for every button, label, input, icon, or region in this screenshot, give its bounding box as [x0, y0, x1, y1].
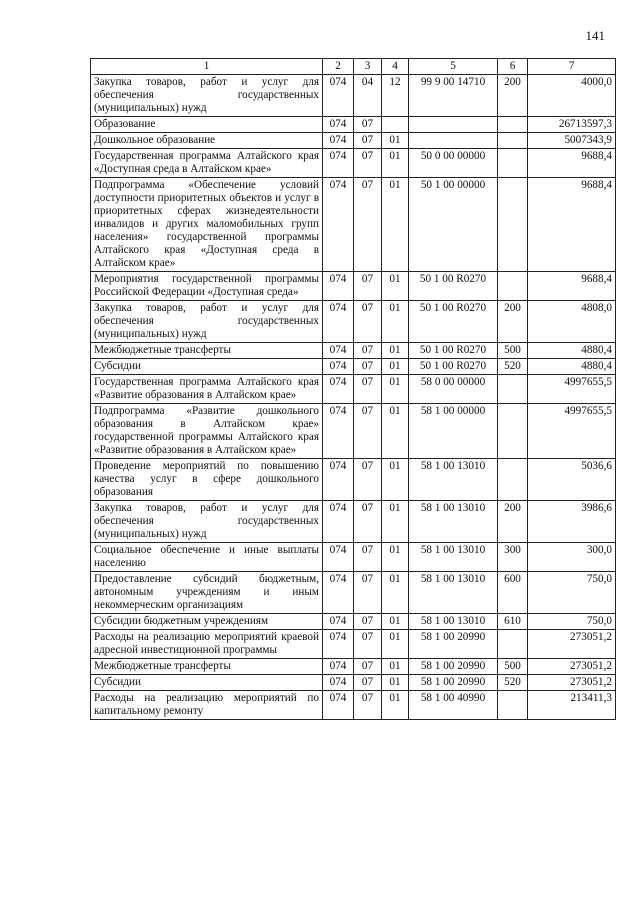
subsection-code-cell: 01 — [382, 614, 409, 630]
amount-cell: 4000,0 — [528, 75, 616, 117]
target-article-cell: 99 9 00 14710 — [409, 75, 498, 117]
section-code-cell: 07 — [354, 501, 382, 543]
target-article-cell: 58 1 00 40990 — [409, 691, 498, 720]
table-row — [91, 375, 616, 404]
table-row — [91, 301, 616, 343]
subsection-code-cell: 01 — [382, 375, 409, 404]
section-code-cell: 07 — [354, 272, 382, 301]
section-code-cell: 07 — [354, 375, 382, 404]
expense-name-cell: Закупка товаров, работ и услуг для обеспечения государственных (муниципальных) нужд — [91, 301, 323, 343]
section-code-cell: 07 — [354, 178, 382, 272]
table-row — [91, 133, 616, 149]
amount-cell: 4997655,5 — [528, 375, 616, 404]
expense-type-cell: 500 — [498, 659, 528, 675]
target-article-cell: 50 1 00 00000 — [409, 178, 498, 272]
section-code-cell: 07 — [354, 459, 382, 501]
expense-name-cell: Подпрограмма «Развитие дошкольного образования в Алтайском крае» государственной программы Алтайского края «Развитие образования в Алтайском крае» — [91, 404, 323, 459]
section-code-cell: 07 — [354, 691, 382, 720]
section-code-cell: 07 — [354, 543, 382, 572]
table-row — [91, 359, 616, 375]
subsection-code-cell: 01 — [382, 404, 409, 459]
subsection-code-cell: 01 — [382, 178, 409, 272]
expense-name-cell: Межбюджетные трансферты — [91, 659, 323, 675]
ministry-code-cell: 074 — [323, 501, 354, 543]
column-number: 5 — [409, 59, 498, 75]
table-row — [91, 501, 616, 543]
ministry-code-cell: 074 — [323, 630, 354, 659]
ministry-code-cell: 074 — [323, 543, 354, 572]
table-row — [91, 149, 616, 178]
expense-type-cell — [498, 630, 528, 659]
subsection-code-cell: 01 — [382, 343, 409, 359]
amount-cell: 750,0 — [528, 614, 616, 630]
subsection-code-cell: 01 — [382, 272, 409, 301]
section-code-cell: 07 — [354, 343, 382, 359]
ministry-code-cell: 074 — [323, 359, 354, 375]
target-article-cell: 58 1 00 13010 — [409, 459, 498, 501]
expense-type-cell — [498, 133, 528, 149]
target-article-cell: 50 1 00 R0270 — [409, 301, 498, 343]
expense-name-cell: Закупка товаров, работ и услуг для обеспечения государственных (муниципальных) нужд — [91, 501, 323, 543]
target-article-cell — [409, 117, 498, 133]
expense-type-cell: 610 — [498, 614, 528, 630]
expense-name-cell: Государственная программа Алтайского края «Развитие образования в Алтайском крае» — [91, 375, 323, 404]
section-code-cell: 07 — [354, 630, 382, 659]
column-number: 3 — [354, 59, 382, 75]
table-row — [91, 572, 616, 614]
subsection-code-cell: 01 — [382, 675, 409, 691]
expense-type-cell — [498, 459, 528, 501]
expense-type-cell — [498, 149, 528, 178]
subsection-code-cell: 01 — [382, 359, 409, 375]
expense-type-cell — [498, 404, 528, 459]
expense-name-cell: Дошкольное образование — [91, 133, 323, 149]
expense-type-cell: 200 — [498, 75, 528, 117]
expense-name-cell: Расходы на реализацию мероприятий по капитальному ремонту — [91, 691, 323, 720]
section-code-cell: 07 — [354, 117, 382, 133]
amount-cell: 4880,4 — [528, 343, 616, 359]
expense-name-cell: Подпрограмма «Обеспечение условий доступности приоритетных объектов и услуг в приоритетных сферах жизнедеятельности инвалидов и других маломобильных групп населения» государственной программы Алтайского края «Доступная среда в Алтайском крае» — [91, 178, 323, 272]
column-number: 2 — [323, 59, 354, 75]
expense-name-cell: Субсидии — [91, 359, 323, 375]
subsection-code-cell: 01 — [382, 572, 409, 614]
subsection-code-cell: 12 — [382, 75, 409, 117]
table-row — [91, 272, 616, 301]
expense-type-cell — [498, 117, 528, 133]
ministry-code-cell: 074 — [323, 659, 354, 675]
expense-type-cell: 200 — [498, 501, 528, 543]
amount-cell: 4997655,5 — [528, 404, 616, 459]
table-row — [91, 630, 616, 659]
table-row — [91, 404, 616, 459]
expense-type-cell: 300 — [498, 543, 528, 572]
ministry-code-cell: 074 — [323, 675, 354, 691]
budget-table-body — [91, 59, 616, 720]
amount-cell: 213411,3 — [528, 691, 616, 720]
ministry-code-cell: 074 — [323, 133, 354, 149]
expense-type-cell: 520 — [498, 675, 528, 691]
column-number: 7 — [528, 59, 616, 75]
column-number: 6 — [498, 59, 528, 75]
target-article-cell — [409, 133, 498, 149]
ministry-code-cell: 074 — [323, 404, 354, 459]
table-row — [91, 675, 616, 691]
table-row — [91, 614, 616, 630]
expense-type-cell: 520 — [498, 359, 528, 375]
section-code-cell: 07 — [354, 659, 382, 675]
amount-cell: 26713597,3 — [528, 117, 616, 133]
expense-name-cell: Социальное обеспечение и иные выплаты населению — [91, 543, 323, 572]
target-article-cell: 50 1 00 R0270 — [409, 359, 498, 375]
amount-cell: 9688,4 — [528, 272, 616, 301]
ministry-code-cell: 074 — [323, 614, 354, 630]
subsection-code-cell: 01 — [382, 501, 409, 543]
table-row — [91, 117, 616, 133]
subsection-code-cell: 01 — [382, 133, 409, 149]
expense-type-cell — [498, 691, 528, 720]
expense-name-cell: Межбюджетные трансферты — [91, 343, 323, 359]
expense-type-cell — [498, 272, 528, 301]
subsection-code-cell: 01 — [382, 630, 409, 659]
expense-name-cell: Закупка товаров, работ и услуг для обеспечения государственных (муниципальных) нужд — [91, 75, 323, 117]
table-row — [91, 343, 616, 359]
expense-name-cell: Мероприятия государственной программы Российской Федерации «Доступная среда» — [91, 272, 323, 301]
amount-cell: 9688,4 — [528, 178, 616, 272]
ministry-code-cell: 074 — [323, 75, 354, 117]
expense-name-cell: Субсидии бюджетным учреждениям — [91, 614, 323, 630]
target-article-cell: 58 1 00 20990 — [409, 675, 498, 691]
column-number-row — [91, 59, 616, 75]
amount-cell: 750,0 — [528, 572, 616, 614]
target-article-cell: 58 0 00 00000 — [409, 375, 498, 404]
subsection-code-cell: 01 — [382, 301, 409, 343]
subsection-code-cell: 01 — [382, 149, 409, 178]
section-code-cell: 07 — [354, 614, 382, 630]
amount-cell: 5007343,9 — [528, 133, 616, 149]
target-article-cell: 50 1 00 R0270 — [409, 343, 498, 359]
amount-cell: 273051,2 — [528, 659, 616, 675]
expense-type-cell: 500 — [498, 343, 528, 359]
ministry-code-cell: 074 — [323, 149, 354, 178]
ministry-code-cell: 074 — [323, 272, 354, 301]
ministry-code-cell: 074 — [323, 117, 354, 133]
section-code-cell: 07 — [354, 133, 382, 149]
section-code-cell: 07 — [354, 359, 382, 375]
expense-type-cell: 600 — [498, 572, 528, 614]
target-article-cell: 58 1 00 13010 — [409, 614, 498, 630]
ministry-code-cell: 074 — [323, 375, 354, 404]
expense-type-cell: 200 — [498, 301, 528, 343]
target-article-cell: 58 1 00 13010 — [409, 572, 498, 614]
column-number: 4 — [382, 59, 409, 75]
section-code-cell: 07 — [354, 572, 382, 614]
subsection-code-cell — [382, 117, 409, 133]
expense-type-cell — [498, 375, 528, 404]
table-row — [91, 75, 616, 117]
target-article-cell: 58 1 00 13010 — [409, 543, 498, 572]
table-row — [91, 543, 616, 572]
section-code-cell: 07 — [354, 404, 382, 459]
amount-cell: 300,0 — [528, 543, 616, 572]
ministry-code-cell: 074 — [323, 301, 354, 343]
expense-type-cell — [498, 178, 528, 272]
amount-cell: 5036,6 — [528, 459, 616, 501]
amount-cell: 4880,4 — [528, 359, 616, 375]
subsection-code-cell: 01 — [382, 691, 409, 720]
target-article-cell: 58 1 00 20990 — [409, 630, 498, 659]
section-code-cell: 04 — [354, 75, 382, 117]
subsection-code-cell: 01 — [382, 459, 409, 501]
amount-cell: 9688,4 — [528, 149, 616, 178]
table-row — [91, 659, 616, 675]
expense-name-cell: Проведение мероприятий по повышению качества услуг в сфере дошкольного образования — [91, 459, 323, 501]
section-code-cell: 07 — [354, 301, 382, 343]
page-number: 141 — [585, 28, 605, 43]
ministry-code-cell: 074 — [323, 459, 354, 501]
target-article-cell: 58 1 00 20990 — [409, 659, 498, 675]
ministry-code-cell: 074 — [323, 572, 354, 614]
target-article-cell: 58 1 00 13010 — [409, 501, 498, 543]
amount-cell: 273051,2 — [528, 630, 616, 659]
budget-table — [90, 58, 616, 720]
ministry-code-cell: 074 — [323, 691, 354, 720]
expense-name-cell: Государственная программа Алтайского края «Доступная среда в Алтайском крае» — [91, 149, 323, 178]
expense-name-cell: Образование — [91, 117, 323, 133]
ministry-code-cell: 074 — [323, 178, 354, 272]
subsection-code-cell: 01 — [382, 543, 409, 572]
column-number: 1 — [91, 59, 323, 75]
section-code-cell: 07 — [354, 149, 382, 178]
target-article-cell: 50 0 00 00000 — [409, 149, 498, 178]
amount-cell: 4808,0 — [528, 301, 616, 343]
ministry-code-cell: 074 — [323, 343, 354, 359]
amount-cell: 273051,2 — [528, 675, 616, 691]
table-row — [91, 691, 616, 720]
section-code-cell: 07 — [354, 675, 382, 691]
expense-name-cell: Субсидии — [91, 675, 323, 691]
amount-cell: 3986,6 — [528, 501, 616, 543]
expense-name-cell: Предоставление субсидий бюджетным, автономным учреждениям и иным некоммерческим организациям — [91, 572, 323, 614]
target-article-cell: 50 1 00 R0270 — [409, 272, 498, 301]
target-article-cell: 58 1 00 00000 — [409, 404, 498, 459]
expense-name-cell: Расходы на реализацию мероприятий краевой адресной инвестиционной программы — [91, 630, 323, 659]
subsection-code-cell: 01 — [382, 659, 409, 675]
table-row — [91, 459, 616, 501]
table-row — [91, 178, 616, 272]
